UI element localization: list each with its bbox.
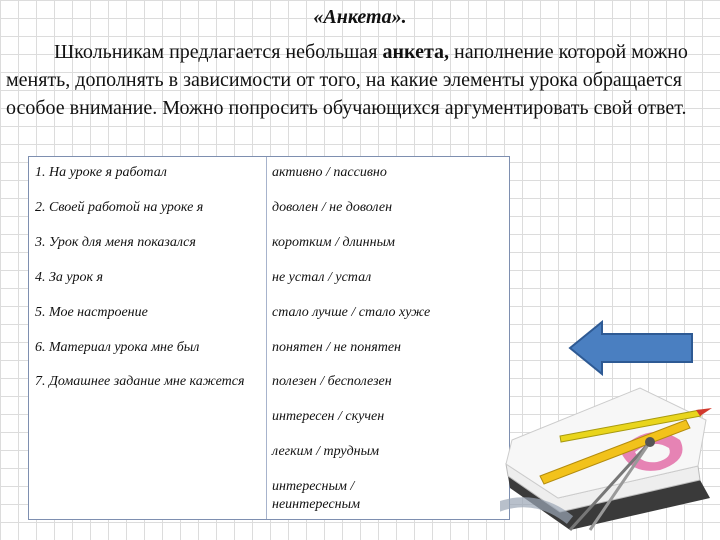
column-divider [266, 157, 267, 519]
survey-table [28, 156, 510, 520]
answer-7c: легким / трудным [272, 444, 380, 459]
intro-text-2: наполнение которой можно менять, дополнять в зависимости от того, на какие элементы урока обращается особое внимание. Можно попросить обучающихся аргументировать свой ответ. [6, 41, 688, 119]
answer-3: коротким / длинным [272, 235, 395, 250]
intro-paragraph [6, 38, 706, 122]
question-7: 7. Домашнее задание мне кажется [35, 374, 245, 389]
book-stationery-icon [500, 380, 715, 538]
page-title: «Анкета». [313, 6, 407, 28]
answer-1: активно / пассивно [272, 165, 387, 180]
answer-6: понятен / не понятен [272, 340, 401, 355]
answer-7b: интересен / скучен [272, 409, 385, 424]
question-5: 5. Мое настроение [35, 305, 148, 320]
answer-7d: интересным / неинтересным [272, 479, 361, 512]
intro-bold-word: анкета, [382, 41, 450, 63]
arrow-left-icon[interactable] [568, 320, 696, 376]
question-2: 2. Своей работой на уроке я [35, 200, 204, 215]
question-3: 3. Урок для меня показался [35, 235, 196, 250]
answer-5: стало лучше / стало хуже [272, 305, 431, 320]
answer-4: не устал / устал [272, 270, 372, 285]
question-6: 6. Материал урока мне был [35, 340, 200, 355]
answer-2: доволен / не доволен [272, 200, 393, 215]
question-4: 4. За урок я [35, 270, 104, 285]
answer-7a: полезен / бесполезен [272, 374, 392, 389]
question-1: 1. На уроке я работал [35, 165, 167, 180]
intro-text-1: Школьникам предлагается небольшая [54, 41, 383, 63]
